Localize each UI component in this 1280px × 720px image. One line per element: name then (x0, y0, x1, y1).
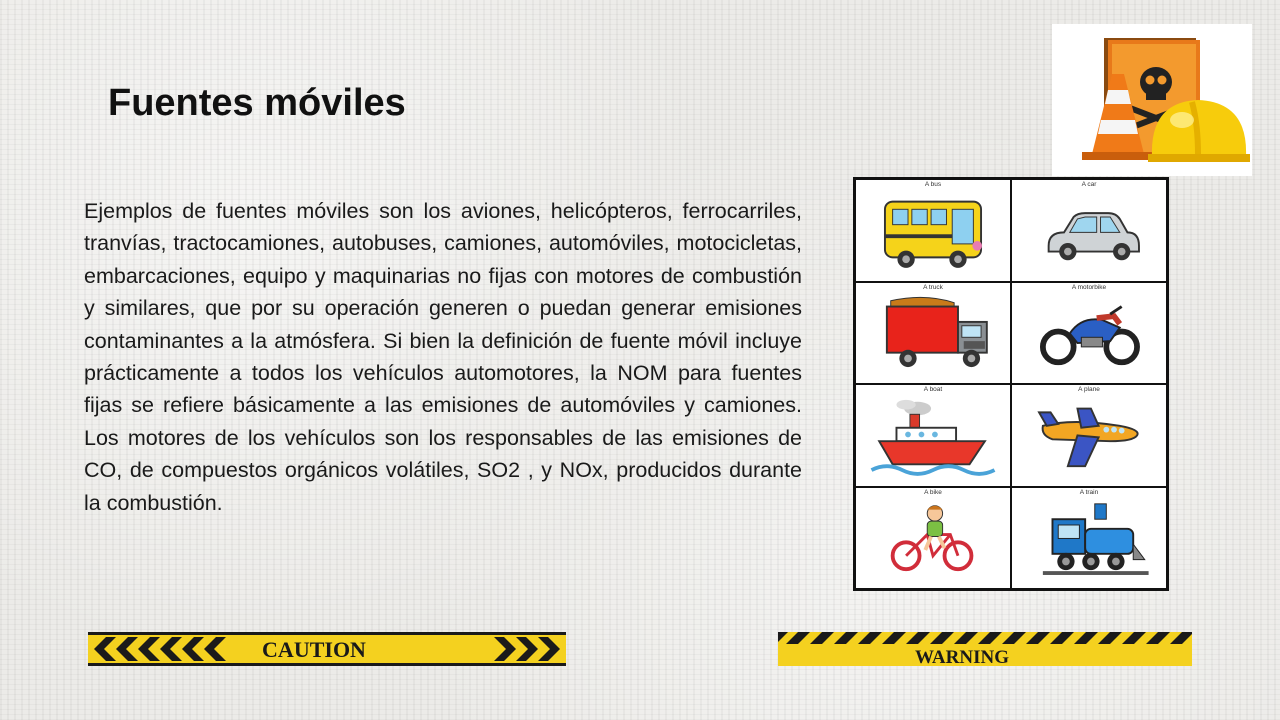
grid-cell-truck (855, 282, 1011, 385)
grid-cell-plane (1011, 384, 1167, 487)
grid-cell-label: A motorbike (1071, 283, 1107, 291)
truck-icon (856, 295, 1010, 382)
grid-cell-train (1011, 487, 1167, 590)
hazard-image (1052, 24, 1252, 176)
grid-cell-label: A car (1081, 181, 1097, 188)
boat-icon (856, 397, 1010, 484)
train-icon (1012, 500, 1166, 587)
warning-tape (778, 632, 1192, 666)
grid-cell-label: A plane (1078, 386, 1100, 393)
grid-cell-boat (855, 384, 1011, 487)
grid-cell-bus (855, 179, 1011, 282)
bike-icon (856, 500, 1010, 587)
grid-cell-label: A bus (924, 181, 942, 188)
grid-cell-car (1011, 179, 1167, 282)
slide-body-text: Ejemplos de fuentes móviles son los aviones, helicópteros, ferrocarriles, tranvías, tractocamiones, autobuses, camiones, automóviles, motocicletas, embarcaciones, equipo y maquinarias no fijas con motores de combustión y similares, que por su operación generen o puedan generar emisiones contaminantes a la atmósfera. Si bien la definición de fuente móvil incluye prácticamente a todos los vehículos automotores, la NOM para fuentes fijas se refiere básicamente a las emisiones de automóviles y camiones. Los motores de los vehículos son los responsables de las emisiones de CO, de compuestos orgánicos volátiles, SO2 , y NOx, producidos durante la combustión. (84, 199, 802, 515)
grid-cell-label: A bike (924, 488, 942, 496)
caution-tape (88, 632, 566, 666)
motorbike-icon (1012, 295, 1166, 382)
grid-cell-bike (855, 487, 1011, 590)
caution-text: CAUTION (262, 637, 366, 662)
slide-title: Fuentes móviles (108, 82, 406, 124)
grid-cell-label: A boat (923, 386, 943, 393)
grid-cell-motorbike (1011, 282, 1167, 385)
grid-cell-label: A truck (923, 283, 943, 291)
vehicle-grid (853, 177, 1169, 591)
car-icon (1012, 192, 1166, 279)
grid-cell-label: A train (1079, 488, 1099, 496)
plane-icon (1012, 397, 1166, 484)
warning-text: WARNING (915, 647, 1009, 666)
bus-icon (856, 192, 1010, 279)
